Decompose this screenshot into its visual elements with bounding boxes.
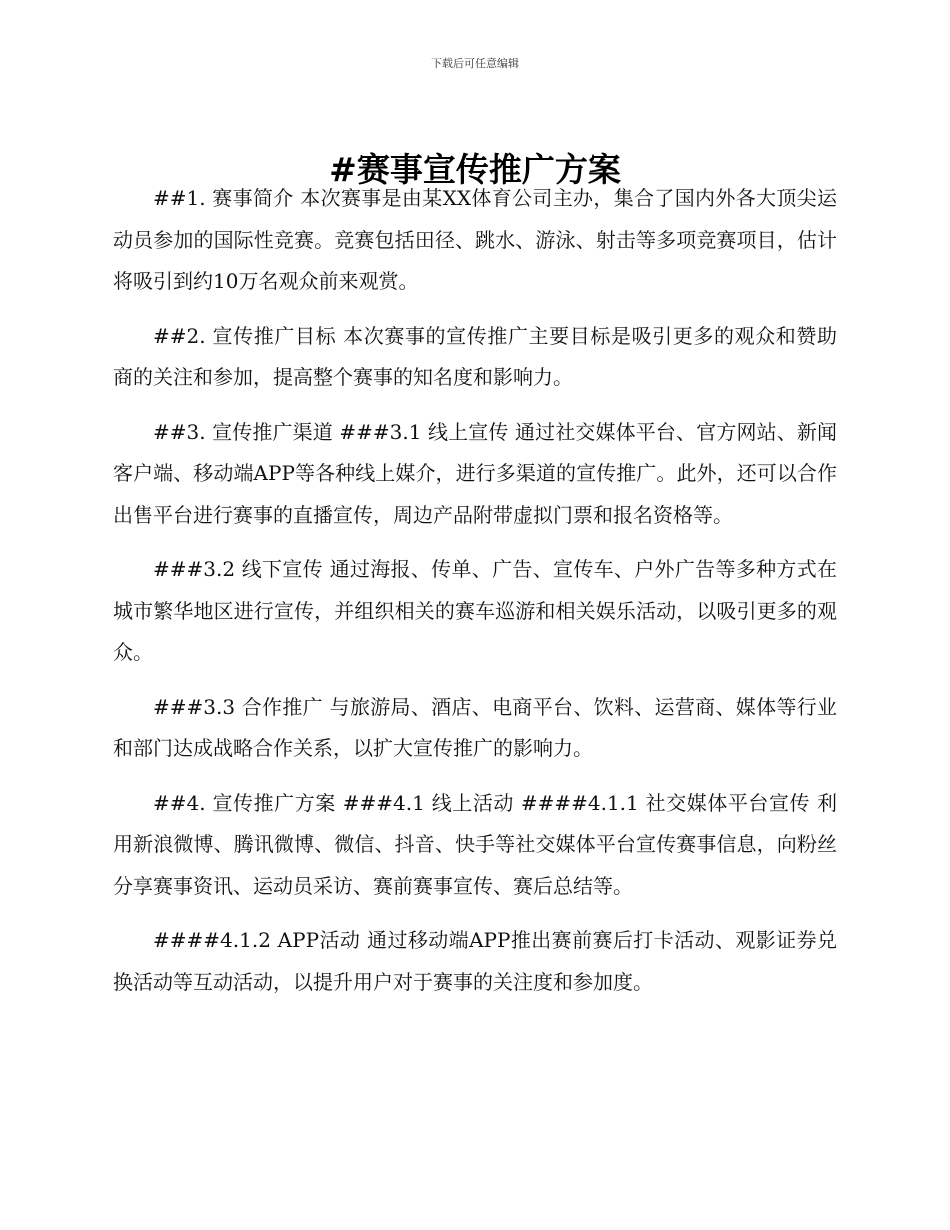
paragraph-promotion-goal: ##2. 宣传推广目标 本次赛事的宣传推广主要目标是吸引更多的观众和赞助商的关注和参加，提高整个赛事的知名度和影响力。 xyxy=(113,323,837,389)
page-header-note: 下载后可任意编辑 xyxy=(431,57,519,70)
document-title: #赛事宣传推广方案 xyxy=(329,150,621,190)
paragraph-plan-app-activity: ####4.1.2 APP活动 通过移动端APP推出赛前赛后打卡活动、观影证券兑换活动等互动活动，以提升用户对于赛事的关注度和参加度。 xyxy=(113,928,837,994)
paragraph-channels-offline: ###3.2 线下宣传 通过海报、传单、广告、宣传车、户外广告等多种方式在城市繁华地区进行宣传，并组织相关的赛车巡游和相关娱乐活动，以吸引更多的观众。 xyxy=(113,557,837,664)
paragraph-event-intro: ##1. 赛事简介 本次赛事是由某XX体育公司主办，集合了国内外各大顶尖运动员参加的国际性竞赛。竞赛包括田径、跳水、游泳、射击等多项竞赛项目，估计将吸引到约10万名观众前来观赏。 xyxy=(113,186,837,293)
paragraph-channels-online: ##3. 宣传推广渠道 ###3.1 线上宣传 通过社交媒体平台、官方网站、新闻客户端、移动端APP等各种线上媒介，进行多渠道的宣传推广。此外，还可以合作出售平台进行赛事的直播宣传，周边产品附带虚拟门票和报名资格等。 xyxy=(113,419,837,527)
document-body xyxy=(113,178,837,1016)
paragraph-plan-social-media: ##4. 宣传推广方案 ###4.1 线上活动 ####4.1.1 社交媒体平台宣传 利用新浪微博、腾讯微博、微信、抖音、快手等社交媒体平台宣传赛事信息，向粉丝分享赛事资讯、运动员采访、赛前赛事宣传、赛后总结等。 xyxy=(113,790,837,898)
paragraph-cooperation: ###3.3 合作推广 与旅游局、酒店、电商平台、饮料、运营商、媒体等行业和部门达成战略合作关系，以扩大宣传推广的影响力。 xyxy=(113,694,837,760)
